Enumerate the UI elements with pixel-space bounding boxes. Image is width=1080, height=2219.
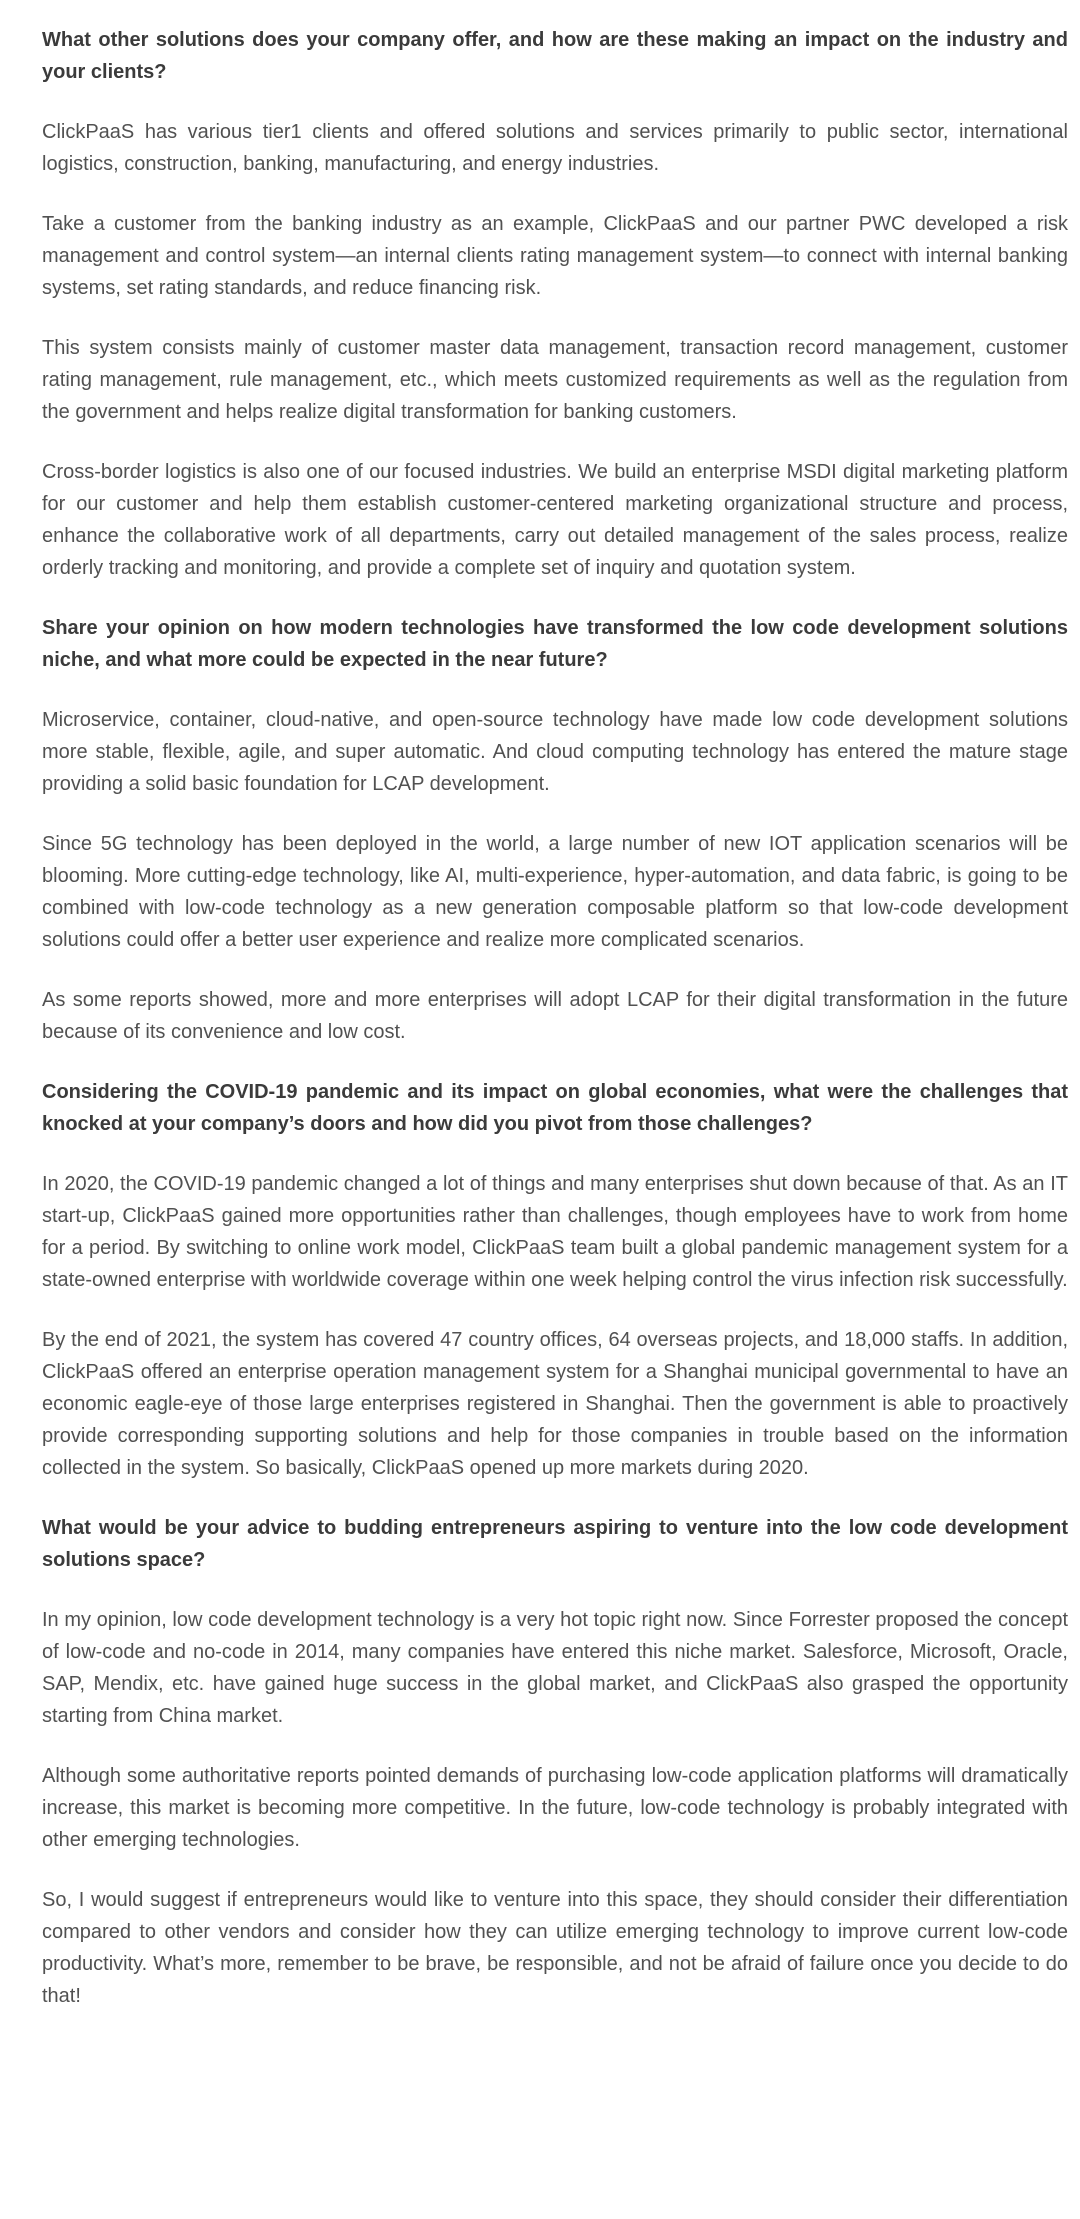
qa-section-other-solutions xyxy=(42,24,1068,584)
qa-section-advice-entrepreneurs xyxy=(42,1512,1068,2012)
question-heading: What other solutions does your company offer, and how are these making an impact on the industry and your clients? xyxy=(42,29,1068,83)
answer-paragraph: In 2020, the COVID-19 pandemic changed a lot of things and many enterprises shut down because of that. As an IT start-up, ClickPaaS gained more opportunities rather than challenges, though employees have to work from home for a period. By switching to online work model, ClickPaaS team built a global pandemic management system for a state-owned enterprise with worldwide coverage within one week helping control the virus infection risk successfully. xyxy=(42,1173,1068,1291)
answer-paragraph: As some reports showed, more and more enterprises will adopt LCAP for their digital transformation in the future because of its convenience and low cost. xyxy=(42,989,1068,1043)
answer-paragraph: ClickPaaS has various tier1 clients and offered solutions and services primarily to public sector, international logistics, construction, banking, manufacturing, and energy industries. xyxy=(42,121,1068,175)
qa-section-modern-technologies xyxy=(42,612,1068,1048)
question-heading: Considering the COVID-19 pandemic and its impact on global economies, what were the challenges that knocked at your company’s doors and how did you pivot from those challenges? xyxy=(42,1081,1068,1135)
answer-paragraph: Cross-border logistics is also one of our focused industries. We build an enterprise MSDI digital marketing platform for our customer and help them establish customer-centered marketing organizational structure and process, enhance the collaborative work of all departments, carry out detailed management of the sales process, realize orderly tracking and monitoring, and provide a complete set of inquiry and quotation system. xyxy=(42,461,1068,579)
answer-paragraph: This system consists mainly of customer master data management, transaction record management, customer rating management, rule management, etc., which meets customized requirements as well as the regulation from the government and helps realize digital transformation for banking customers. xyxy=(42,337,1068,423)
answer-paragraph: Although some authoritative reports pointed demands of purchasing low-code application platforms will dramatically increase, this market is becoming more competitive. In the future, low-code technology is probably integrated with other emerging technologies. xyxy=(42,1765,1068,1851)
question-heading: Share your opinion on how modern technologies have transformed the low code development solutions niche, and what more could be expected in the near future? xyxy=(42,617,1068,671)
answer-paragraph: Take a customer from the banking industry as an example, ClickPaaS and our partner PWC developed a risk management and control system—an internal clients rating management system—to connect with internal banking systems, set rating standards, and reduce financing risk. xyxy=(42,213,1068,299)
answer-paragraph: So, I would suggest if entrepreneurs would like to venture into this space, they should consider their differentiation compared to other vendors and consider how they can utilize emerging technology to improve current low-code productivity. What’s more, remember to be brave, be responsible, and not be afraid of failure once you decide to do that! xyxy=(42,1889,1068,2007)
answer-paragraph: In my opinion, low code development technology is a very hot topic right now. Since Forrester proposed the concept of low-code and no-code in 2014, many companies have entered this niche market. Salesforce, Microsoft, Oracle, SAP, Mendix, etc. have gained huge success in the global market, and ClickPaaS also grasped the opportunity starting from China market. xyxy=(42,1609,1068,1727)
answer-paragraph: Since 5G technology has been deployed in the world, a large number of new IOT application scenarios will be blooming. More cutting-edge technology, like AI, multi-experience, hyper-automation, and data fabric, is going to be combined with low-code technology as a new generation composable platform so that low-code development solutions could offer a better user experience and realize more complicated scenarios. xyxy=(42,833,1068,951)
answer-paragraph: By the end of 2021, the system has covered 47 country offices, 64 overseas projects, and 18,000 staffs. In addition, ClickPaaS offered an enterprise operation management system for a Shanghai municipal governmental to have an economic eagle-eye of those large enterprises registered in Shanghai. Then the government is able to proactively provide corresponding supporting solutions and help for those companies in trouble based on the information collected in the system. So basically, ClickPaaS opened up more markets during 2020. xyxy=(42,1329,1068,1479)
qa-section-covid-challenges xyxy=(42,1076,1068,1484)
question-heading: What would be your advice to budding entrepreneurs aspiring to venture into the low code development solutions space? xyxy=(42,1517,1068,1571)
answer-paragraph: Microservice, container, cloud-native, and open-source technology have made low code development solutions more stable, flexible, agile, and super automatic. And cloud computing technology has entered the mature stage providing a solid basic foundation for LCAP development. xyxy=(42,709,1068,795)
